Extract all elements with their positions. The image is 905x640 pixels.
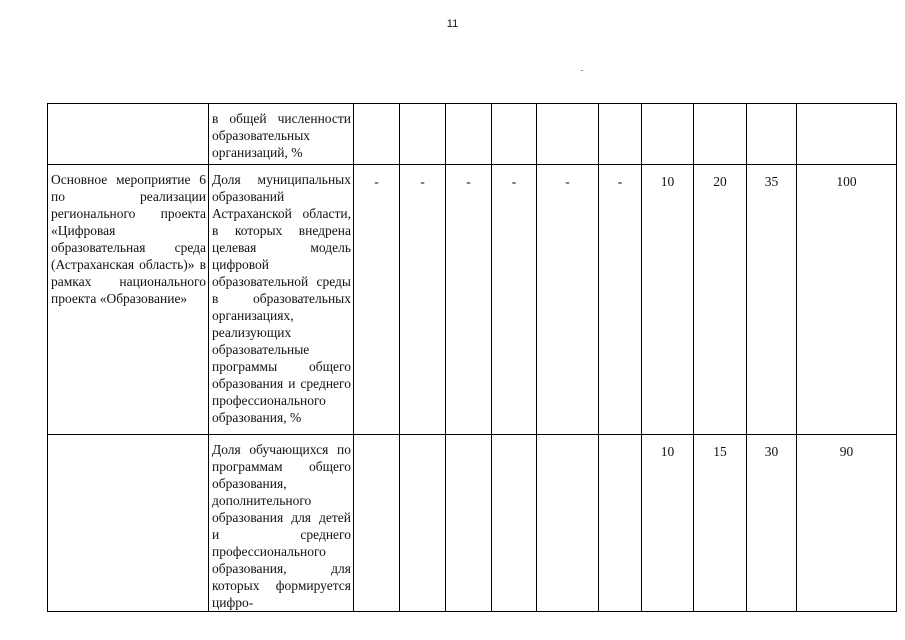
page-number: 11 <box>446 18 459 30</box>
value-cell: 30 <box>747 435 797 612</box>
value-cell: - <box>400 165 446 435</box>
value-cell: 90 <box>797 435 897 612</box>
value-cell: - <box>446 165 492 435</box>
value-cell <box>400 435 446 612</box>
event-cell <box>48 435 209 612</box>
value-cell: 15 <box>694 435 747 612</box>
scan-speck <box>581 70 583 71</box>
table-row <box>48 435 897 612</box>
value-cell <box>599 435 642 612</box>
value-cell: 10 <box>642 165 694 435</box>
indicator-cell: Доля обучающихся по программам общего образования, дополнительного образования для детей и среднего профессионального образования, для которых формируется цифро- <box>209 435 354 612</box>
value-cell <box>354 435 400 612</box>
value-cell <box>400 104 446 165</box>
event-cell <box>48 104 209 165</box>
value-cell <box>537 435 599 612</box>
value-cell <box>354 104 400 165</box>
value-cell <box>599 104 642 165</box>
value-cell: - <box>492 165 537 435</box>
value-cell <box>642 104 694 165</box>
table-row <box>48 165 897 435</box>
value-cell <box>446 104 492 165</box>
value-cell <box>446 435 492 612</box>
indicator-cell: в общей численности образовательных организаций, % <box>209 104 354 165</box>
value-cell: 100 <box>797 165 897 435</box>
indicators-table <box>47 103 897 612</box>
value-cell: 35 <box>747 165 797 435</box>
value-cell: - <box>354 165 400 435</box>
value-cell <box>797 104 897 165</box>
indicator-cell: Доля муниципальных образований Астраханской области, в которых внедрена целевая модель цифровой образовательной среды в образовательных организациях, реализующих образовательные программы общего образования и среднего профессионального образования, % <box>209 165 354 435</box>
value-cell <box>537 104 599 165</box>
value-cell: - <box>537 165 599 435</box>
value-cell: 20 <box>694 165 747 435</box>
value-cell: - <box>599 165 642 435</box>
value-cell <box>492 104 537 165</box>
value-cell <box>747 104 797 165</box>
event-cell: Основное мероприятие 6 по реализации регионального проекта «Цифровая образовательная среда (Астраханская область)» в рамках национального проекта «Образование» <box>48 165 209 435</box>
value-cell <box>492 435 537 612</box>
table-row <box>48 104 897 165</box>
value-cell: 10 <box>642 435 694 612</box>
value-cell <box>694 104 747 165</box>
